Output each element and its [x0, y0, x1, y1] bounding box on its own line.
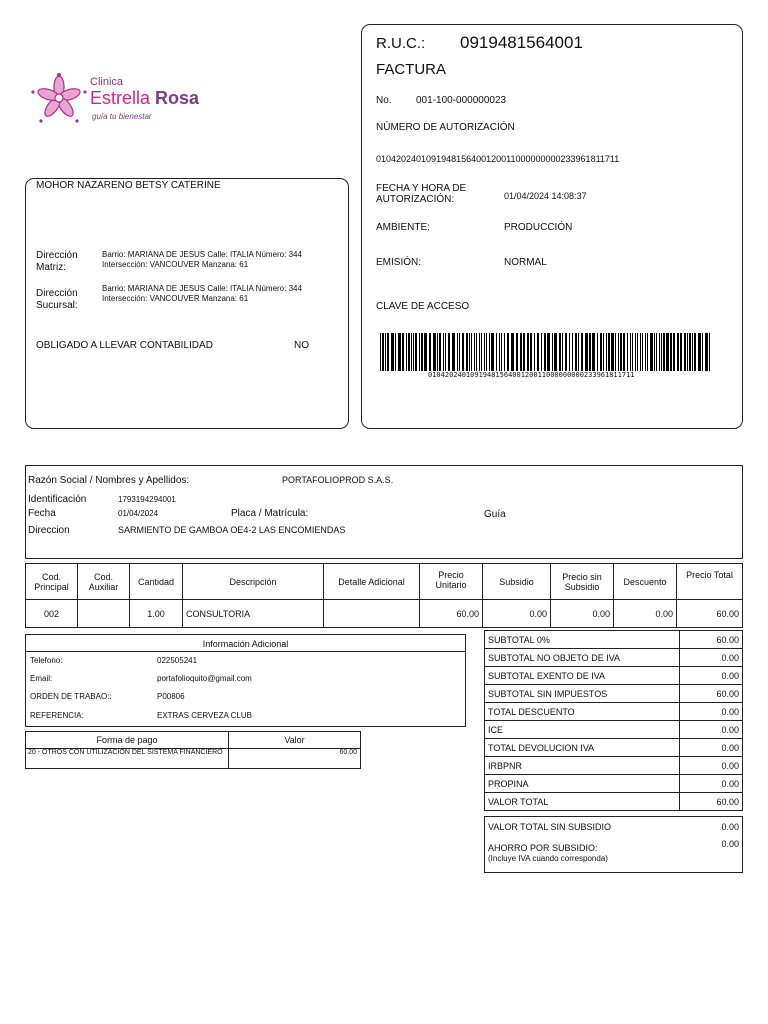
barcode-bar — [687, 333, 688, 371]
barcode-bar — [680, 333, 682, 371]
barcode-bar — [496, 333, 497, 371]
barcode-bar — [443, 333, 444, 371]
razon-label: Razón Social / Nombres y Apellidos: — [28, 475, 190, 486]
totals-label: TOTAL DEVOLUCION IVA — [485, 739, 680, 757]
barcode-bar — [507, 333, 509, 371]
logo-line1: Clinica — [90, 76, 124, 88]
sucursal-label: Dirección Sucursal: — [36, 288, 78, 311]
emision-value: NORMAL — [504, 257, 547, 268]
ahorro-note: (Incluye IVA cuando corresponda) — [488, 854, 608, 863]
barcode-bar — [581, 333, 583, 371]
totals-value: 0.00 — [680, 775, 743, 793]
barcode-bar — [486, 333, 487, 371]
barcode-bar — [635, 333, 636, 371]
totals-label: PROPINA — [485, 775, 680, 793]
barcode-bar — [630, 333, 631, 371]
telefono-value: 022505241 — [157, 656, 198, 665]
barcode-bar — [569, 333, 570, 371]
barcode-bar — [523, 333, 525, 371]
col-subsidio: Subsidio — [483, 564, 551, 600]
totals-row — [485, 793, 743, 811]
barcode-bar — [692, 333, 693, 371]
barcode-bar — [415, 333, 417, 371]
barcode-bar — [479, 333, 480, 371]
sin-subsidio-value: 0.00 — [721, 822, 739, 832]
totals-row — [485, 757, 743, 775]
totals-label: TOTAL DESCUENTO — [485, 703, 680, 721]
barcode-bar — [402, 333, 404, 371]
clave-number: 0104202401091948156400120011000000000233961811711 — [428, 371, 635, 379]
barcode-bar — [640, 333, 641, 371]
col-cantidad: Cantidad — [130, 564, 183, 600]
barcode-bar — [562, 333, 563, 371]
barcode-bar — [382, 333, 384, 371]
flower-star-logo-icon — [28, 72, 90, 124]
barcode-bar — [547, 333, 550, 371]
barcode-bar — [474, 333, 475, 371]
matriz-line1: Barrio: MARIANA DE JESUS Calle: ITALIA Número: 344 — [102, 250, 302, 259]
barcode-bar — [516, 333, 518, 371]
barcode-bar — [530, 333, 532, 371]
barcode-bar — [603, 333, 604, 371]
barcode-bar — [391, 333, 394, 371]
barcode-bar — [520, 333, 522, 371]
placa-label: Placa / Matrícula: — [231, 508, 309, 519]
totals-row — [485, 739, 743, 757]
barcode-bar — [424, 333, 427, 371]
logo-name — [90, 88, 199, 109]
totals-row — [485, 721, 743, 739]
table-row — [26, 600, 743, 628]
logo-line2a: Estrella — [90, 88, 151, 108]
ruc-label: R.U.C.: — [376, 35, 426, 52]
autorizacion-number: 0104202401091948156400120011000000000233961811711 — [376, 154, 620, 164]
totals-value: 0.00 — [680, 667, 743, 685]
emision-label: EMISIÓN: — [376, 257, 422, 268]
barcode-bar — [433, 333, 436, 371]
col-precio-unitario: Precio Unitario — [420, 564, 483, 600]
barcode-bar — [534, 333, 535, 371]
barcode-bar — [589, 333, 591, 371]
cell-precio-sin-subsidio: 0.00 — [551, 600, 614, 628]
direccion-value: SARMIENTO DE GAMBOA OE4-2 LAS ENCOMIENDAS — [118, 525, 346, 535]
referencia-label: REFERENCIA: — [30, 711, 84, 720]
barcode-bar — [408, 333, 410, 371]
barcode-bar — [698, 333, 701, 371]
totals-label: SUBTOTAL SIN IMPUESTOS — [485, 685, 680, 703]
barcode-bar — [481, 333, 482, 371]
autorizacion-label: NÚMERO DE AUTORIZACIÓN — [376, 122, 515, 133]
barcode-bar — [689, 333, 691, 371]
barcode-bar — [466, 333, 468, 371]
barcode-bar — [385, 333, 386, 371]
cell-precio-total: 60.00 — [677, 600, 743, 628]
contabilidad-label: OBLIGADO A LLEVAR CONTABILIDAD — [36, 340, 213, 351]
items-header-row — [26, 564, 743, 600]
barcode-bar — [489, 333, 490, 371]
barcode-bar — [437, 333, 438, 371]
barcode-bar — [637, 333, 638, 371]
matriz-label: Dirección Matriz: — [36, 250, 78, 273]
cell-descuento: 0.00 — [614, 600, 677, 628]
barcode-bar — [656, 333, 657, 371]
col-descripcion: Descripción — [183, 564, 324, 600]
totals-label: SUBTOTAL EXENTO DE IVA — [485, 667, 680, 685]
barcode-bar — [499, 333, 500, 371]
payment-value: 60.00 — [229, 749, 361, 769]
totals-value: 0.00 — [680, 649, 743, 667]
barcode-bar — [421, 333, 423, 371]
sin-subsidio-label: VALOR TOTAL SIN SUBSIDIO — [488, 822, 612, 832]
fecha-emision-label: Fecha — [28, 508, 56, 519]
barcode-bar — [575, 333, 577, 371]
barcode-bar — [661, 333, 662, 371]
barcode-bar — [387, 333, 389, 371]
contabilidad-value: NO — [294, 340, 309, 351]
col-cod-auxiliar: Cod. Auxiliar — [78, 564, 130, 600]
totals-value: 60.00 — [680, 793, 743, 811]
orden-label: ORDEN DE TRABAO:: — [30, 692, 112, 701]
barcode-bar — [511, 333, 514, 371]
id-label: Identificación — [28, 494, 87, 505]
barcode-bar — [445, 333, 446, 371]
cell-detalle — [324, 600, 420, 628]
cell-descripcion: CONSULTORIA — [183, 600, 324, 628]
barcode-bar — [395, 333, 396, 371]
logo-line2b: Rosa — [155, 88, 200, 108]
totals-label: SUBTOTAL 0% — [485, 631, 680, 649]
email-value: portafolioquito@gmail.com — [157, 674, 252, 683]
totals-row — [485, 667, 743, 685]
ahorro-value: 0.00 — [721, 839, 739, 849]
barcode-bar — [501, 333, 502, 371]
barcode-bar — [620, 333, 622, 371]
sucursal-line1: Barrio: MARIANA DE JESUS Calle: ITALIA Número: 344 — [102, 284, 302, 293]
payment-col-forma: Forma de pago — [26, 732, 229, 749]
barcode-bar — [632, 333, 633, 371]
barcode-bar — [670, 333, 672, 371]
barcode-bar — [597, 333, 598, 371]
direccion-label: Direccion — [28, 525, 70, 536]
totals-label: IRBPNR — [485, 757, 680, 775]
totals-label: VALOR TOTAL — [485, 793, 680, 811]
barcode-bar — [398, 333, 401, 371]
invoice-type: FACTURA — [376, 61, 447, 78]
col-detalle: Detalle Adicional — [324, 564, 420, 600]
guia-label: Guía — [484, 509, 506, 520]
barcode-bar — [623, 333, 625, 371]
orden-value: P00806 — [157, 692, 185, 701]
barcode-bar — [578, 333, 579, 371]
matriz-address — [102, 250, 302, 270]
barcode-bar — [457, 333, 458, 371]
barcode-bar — [659, 333, 660, 371]
totals-value: 0.00 — [680, 739, 743, 757]
cell-cantidad: 1.00 — [130, 600, 183, 628]
barcode-bar — [462, 333, 464, 371]
logo-tagline: guía tu bienestar — [92, 112, 152, 121]
barcode-bar — [541, 333, 542, 371]
barcode-bar — [684, 333, 686, 371]
barcode-bar — [592, 333, 595, 371]
barcode-bar — [544, 333, 546, 371]
totals-value: 60.00 — [680, 631, 743, 649]
issuer-name: MOHOR NAZARENO BETSY CATERINE — [36, 180, 221, 191]
payment-method: 20 - OTROS CON UTILIZACION DEL SISTEMA FINANCIERO — [26, 749, 229, 769]
barcode-bar — [429, 333, 431, 371]
col-descuento: Descuento — [614, 564, 677, 600]
barcode-bar — [419, 333, 420, 371]
totals-label: ICE — [485, 721, 680, 739]
additional-info-title: Información Adicional — [202, 639, 289, 649]
barcode-bar — [654, 333, 655, 371]
cell-precio-unitario: 60.00 — [420, 600, 483, 628]
barcode-bar — [702, 333, 703, 371]
barcode-bar — [452, 333, 455, 371]
totals-value: 0.00 — [680, 757, 743, 775]
barcode-bar — [606, 333, 607, 371]
telefono-label: Telefono: — [30, 656, 63, 665]
barcode-bar — [559, 333, 561, 371]
barcode-bar — [627, 333, 628, 371]
ambiente-label: AMBIENTE: — [376, 222, 430, 233]
cell-cod-auxiliar — [78, 600, 130, 628]
barcode-bar — [666, 333, 669, 371]
razon-value: PORTAFOLIOPROD S.A.S. — [282, 475, 394, 485]
barcode-bar — [677, 333, 679, 371]
barcode-bar — [476, 333, 477, 371]
barcode-bar — [705, 333, 708, 371]
barcode-bar — [611, 333, 614, 371]
referencia-value: EXTRAS CERVEZA CLUB — [157, 711, 252, 720]
barcode-bar — [413, 333, 414, 371]
totals-row — [485, 685, 743, 703]
barcode-bar — [647, 333, 648, 371]
totals-table — [484, 630, 743, 811]
barcode-bar — [709, 333, 710, 371]
barcode-bar — [585, 333, 588, 371]
barcode-bar — [411, 333, 412, 371]
barcode-bar — [565, 333, 567, 371]
totals-value: 0.00 — [680, 721, 743, 739]
barcode-bar — [694, 333, 696, 371]
barcode-bar — [471, 333, 472, 371]
issuer-box — [25, 178, 349, 429]
barcode-bar — [537, 333, 539, 371]
clave-label: CLAVE DE ACCESO — [376, 301, 470, 312]
barcode-bar — [600, 333, 602, 371]
barcode-bar — [552, 333, 553, 371]
cell-cod-principal: 002 — [26, 600, 78, 628]
additional-info-box — [25, 634, 466, 727]
barcode-bar — [469, 333, 470, 371]
barcode-bar — [642, 333, 643, 371]
col-cod-principal: Cod. Principal — [26, 564, 78, 600]
cell-subsidio: 0.00 — [483, 600, 551, 628]
clinic-logo — [28, 66, 200, 132]
barcode-bar — [380, 333, 381, 371]
totals-row — [485, 649, 743, 667]
col-precio-sin-subsidio: Precio sin Subsidio — [551, 564, 614, 600]
ambiente-value: PRODUCCIÓN — [504, 222, 573, 233]
fecha-emision-value: 01/04/2024 — [118, 509, 159, 518]
barcode-bar — [554, 333, 557, 371]
email-label: Email: — [30, 674, 53, 683]
totals-value: 0.00 — [680, 703, 743, 721]
items-table — [25, 563, 743, 628]
barcode-bar — [527, 333, 529, 371]
barcode-bar — [459, 333, 460, 371]
invoice-box — [361, 24, 743, 429]
barcode-bar — [615, 333, 616, 371]
sucursal-line2: Intersección: VANCOUVER Manzana: 61 — [102, 294, 249, 303]
barcode-bar — [484, 333, 485, 371]
totals-value: 60.00 — [680, 685, 743, 703]
matriz-line2: Intersección: VANCOUVER Manzana: 61 — [102, 260, 249, 269]
no-label: No. — [376, 95, 392, 106]
id-value: 1793194294001 — [118, 495, 176, 504]
invoice-number: 001-100-000000023 — [416, 95, 507, 106]
barcode-bar — [504, 333, 505, 371]
barcode-bar — [663, 333, 665, 371]
payment-col-valor: Valor — [229, 732, 361, 749]
barcode-bar — [645, 333, 646, 371]
totals-row — [485, 703, 743, 721]
ahorro-label: AHORRO POR SUBSIDIO: — [488, 843, 598, 853]
barcode-bar — [439, 333, 441, 371]
barcode-bar — [572, 333, 573, 371]
fecha-autorizacion: 01/04/2024 14:08:37 — [504, 191, 587, 201]
subsidy-box — [484, 816, 743, 873]
barcode-bar — [673, 333, 675, 371]
totals-label: SUBTOTAL NO OBJETO DE IVA — [485, 649, 680, 667]
col-precio-total: Precio Total — [677, 564, 743, 600]
barcode — [380, 333, 710, 371]
barcode-bar — [448, 333, 450, 371]
sucursal-address — [102, 284, 302, 304]
barcode-bar — [491, 333, 494, 371]
totals-row — [485, 631, 743, 649]
totals-row — [485, 775, 743, 793]
ruc-number: 0919481564001 — [460, 33, 583, 52]
barcode-bar — [406, 333, 407, 371]
barcode-bar — [650, 333, 653, 371]
fecha-label: FECHA Y HORA DE AUTORIZACIÓN: — [376, 183, 467, 205]
barcode-bar — [618, 333, 619, 371]
barcode-bar — [608, 333, 610, 371]
payment-table — [25, 731, 361, 769]
client-box — [25, 465, 743, 559]
